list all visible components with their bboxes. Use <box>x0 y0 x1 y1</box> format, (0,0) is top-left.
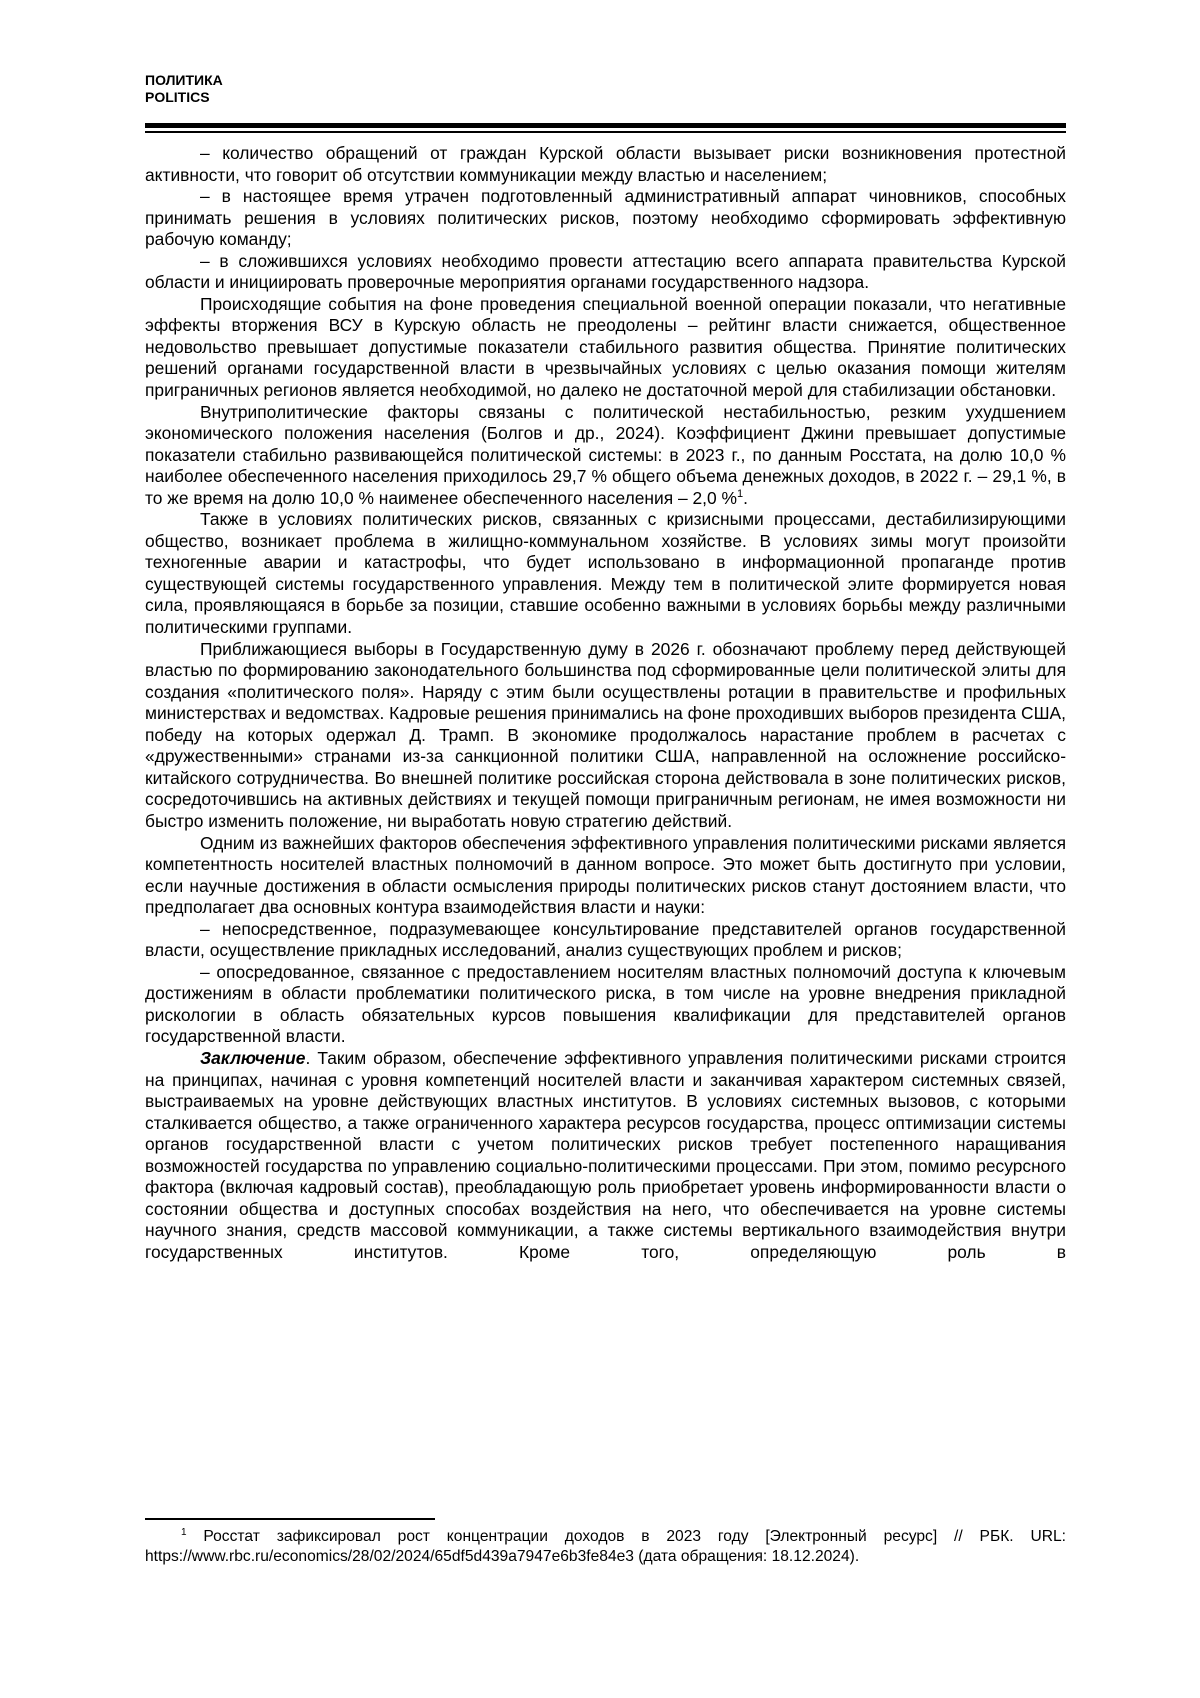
footnote <box>145 1527 1066 1566</box>
running-head-en: POLITICS <box>145 89 210 105</box>
paragraph: Также в условиях политических рисков, связанных с кризисными процессами, дестабилизирующими общество, возникает проблема в жилищно-коммунальном хозяйстве. В условиях зимы могут произойти техногенные аварии и катастрофы, что будет использовано в информационной пропаганде против существующей системы государственного управления. Между тем в политической элите формируется новая сила, проявляющаяся в борьбе за позиции, ставшие особенно важными в условиях борьбы между различными политическими группами. <box>145 509 1066 638</box>
paragraph-tail: . <box>743 487 748 508</box>
conclusion-paragraph <box>145 1048 1066 1263</box>
paragraph-with-footnote <box>145 402 1066 510</box>
paragraph: Одним из важнейших факторов обеспечения эффективного управления политическими рисками является компетентность носителей властных полномочий в данном вопросе. Это может быть достигнуто при условии, если научные достижения в области осмысления природы политических рисков станут достоянием власти, что предполагает два основных контура взаимодействия власти и науки: <box>145 832 1066 918</box>
footnote-separator <box>145 1518 435 1520</box>
running-head-ru: ПОЛИТИКА <box>145 72 223 88</box>
conclusion-heading: Заключение <box>200 1047 306 1068</box>
paragraph: – опосредованное, связанное с предоставлением носителям властных полномочий доступа к ключевым достижениям в области проблематики политического риска, в том числе на уровне внедрения прикладной рискологии в область обязательных курсов повышения квалификации для представителей органов государственной власти. <box>145 961 1066 1047</box>
running-head <box>145 72 223 106</box>
paragraph-text: Внутриполитические факторы связаны с политической нестабильностью, резким ухудшением экономического положения населения (Болгов и др., 2024). Коэффициент Джини превышает допустимые показатели стабильно развивающейся политической системы: в 2023 г., по данным Росстата, на долю 10,0 % наиболее обеспеченного населения приходилось 29,7 % общего объема денежных доходов, в 2022 г. – 29,1 %, в то же время на долю 10,0 % наименее обеспеченного населения – 2,0 % <box>145 401 1066 508</box>
paragraph: Происходящие события на фоне проведения специальной военной операции показали, что негативные эффекты вторжения ВСУ в Курскую область не преодолены – рейтинг власти снижается, общественное недовольство превышает допустимые показатели стабильного развития общества. Принятие политических решений органами государственной власти в чрезвычайных условиях с целью оказания помощи жителям приграничных регионов является необходимой, но далеко не достаточной мерой для стабилизации обстановки. <box>145 293 1066 401</box>
paragraph: – количество обращений от граждан Курской области вызывает риски возникновения протестной активности, что говорит об отсутствии коммуникации между властью и населением; <box>145 143 1066 185</box>
header-rule-thin <box>145 131 1066 133</box>
paragraph: – в настоящее время утрачен подготовленный административный аппарат чиновников, способных принимать решения в условиях политических рисков, поэтому необходимо сформировать эффективную рабочую команду; <box>145 186 1066 250</box>
paragraph: Приближающиеся выборы в Государственную думу в 2026 г. обозначают проблему перед действующей властью по формированию законодательного большинства под сформированные цели политической элиты для создания «политического поля». Наряду с этим были осуществлены ротации в правительстве и профильных министерствах и ведомствах. Кадровые решения принимались на фоне проходивших выборов президента США, победу на которых одержал Д. Трамп. В экономике продолжалось нарастание проблем в расчетах с «дружественными» странами из-за санкционной политики США, направленной на осложнение российско-китайского сотрудничества. Во внешней политике российская сторона действовала в зоне политических рисков, сосредоточившись на активных действиях и текущей помощи приграничным регионам, не имея возможности ни быстро изменить положение, ни выработать новую стратегию действий. <box>145 638 1066 831</box>
conclusion-text: . Таким образом, обеспечение эффективного управления политическими рисками строится на принципах, начиная с уровня компетенций носителей власти и заканчивая характером системных связей, выстраиваемых на уровне действующих властных институтов. В условиях системных вызовов, с которыми сталкивается общество, а также ограниченного характера ресурсов государства, процесс оптимизации системы органов государственной власти с учетом политических рисков требует постепенного наращивания возможностей государства по управлению социально-политическими процессами. При этом, помимо ресурсного фактора (включая кадровый состав), преобладающую роль приобретает уровень информированности власти о состоянии общества и доступных способах воздействия на него, что обеспечивается на уровне системы научного знания, средств массовой коммуникации, а также системы вертикального взаимодействия внутри государственных институтов. Кроме того, определяющую роль в <box>145 1047 1066 1262</box>
paragraph: – в сложившихся условиях необходимо провести аттестацию всего аппарата правительства Курской области и инициировать проверочные мероприятия органами государственного надзора. <box>145 250 1066 293</box>
footnote-reference[interactable]: 1 <box>736 487 744 500</box>
article-body <box>145 143 1066 1263</box>
footnote-text: Росстат зафиксировал рост концентрации доходов в 2023 году [Электронный ресурс] // РБК. URL: https://www.rbc.ru/economics/28/02/2024/65df5d439a7947e6b3fe84e3 (дата обращения: 18.12.2024). <box>145 1528 1066 1565</box>
footnote-number: 1 <box>181 1526 187 1538</box>
paragraph: – непосредственное, подразумевающее консультирование представителей органов государственной власти, осуществление прикладных исследований, анализ существующих проблем и рисков; <box>145 918 1066 961</box>
header-rule-thick <box>145 123 1066 128</box>
